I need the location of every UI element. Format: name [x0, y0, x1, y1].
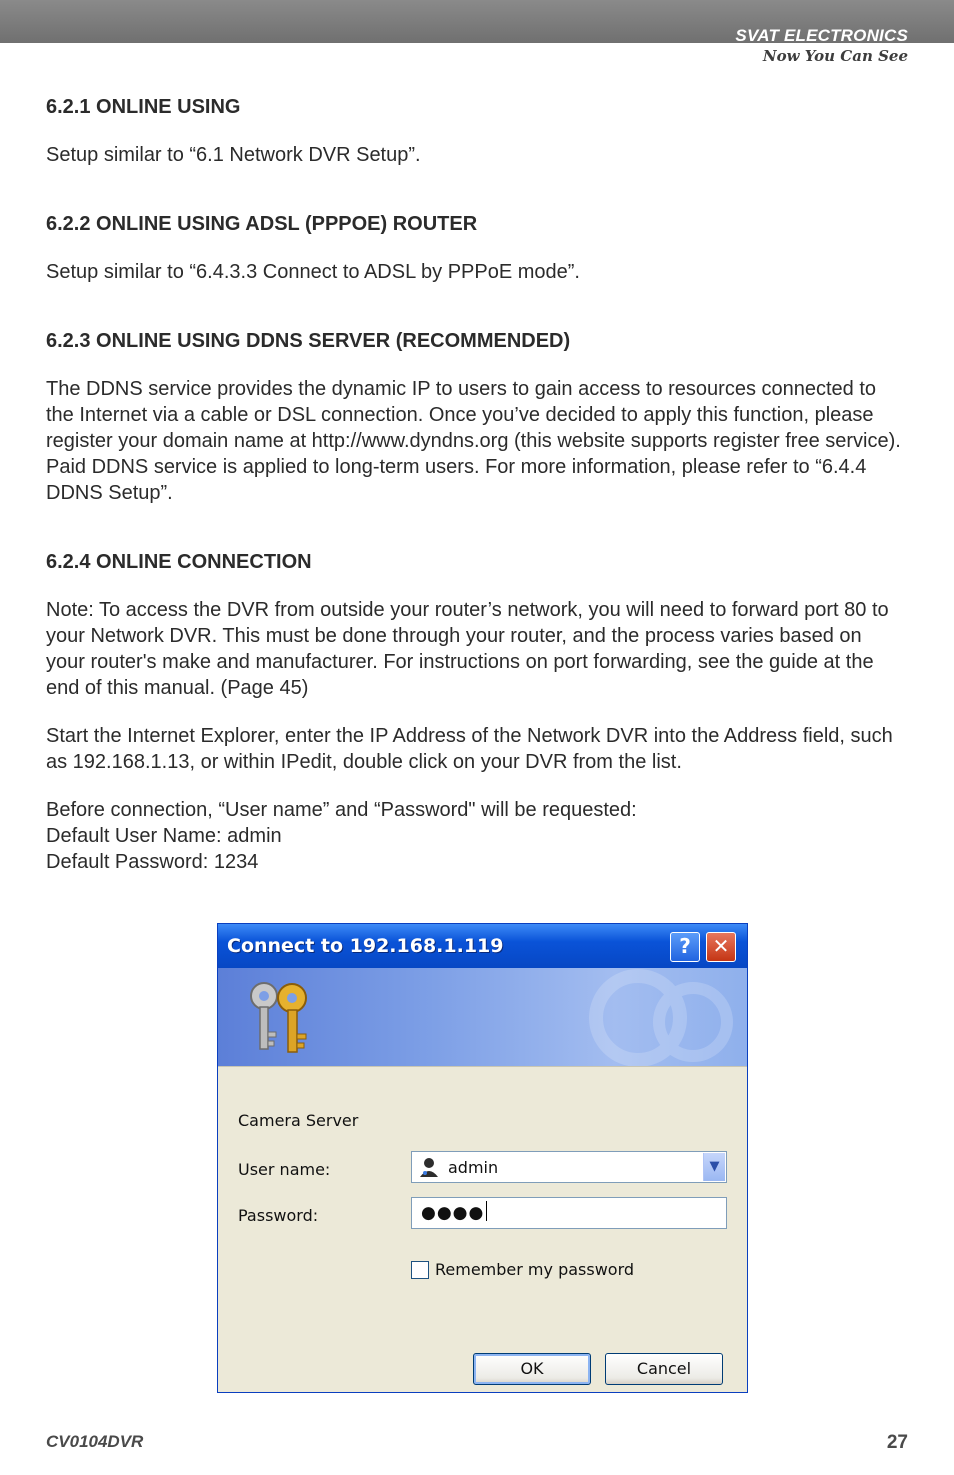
dialog-body — [218, 1066, 747, 1393]
banner-watermark-icon — [578, 958, 748, 1078]
section-paragraph: Start the Internet Explorer, enter the IP Address of the Network DVR into the Address field, such as 192.168.1.13, or within IPedit, double click on your DVR from the list. — [46, 725, 893, 773]
brand-name: SVAT ELECTRONICS — [735, 26, 908, 45]
section-paragraph: Setup similar to “6.4.3.3 Connect to ADSL by PPPoE mode”. — [46, 261, 580, 283]
dialog-title: Connect to 192.168.1.119 — [227, 935, 504, 957]
section-paragraph: Before connection, “User name” and “Password" will be requested: — [46, 799, 637, 821]
page-number: 27 — [886, 1432, 908, 1453]
section-paragraph: The DDNS service provides the dynamic IP to users to gain access to resources connected to the Internet via a cable or DSL connection. Once you’ve decided to apply this function, please register your domain name at http://www.dyndns.org (this website supports register free service). Paid DDNS service is applied to long-term users. For more information, please refer to “6.4.4 DDNS Setup”. — [46, 378, 901, 504]
section-heading: 6.2.2 ONLINE USING ADSL (PPPOE) ROUTER — [46, 213, 478, 235]
section-heading: 6.2.3 ONLINE USING DDNS SERVER (RECOMMENDED) — [46, 330, 571, 352]
section-heading: 6.2.1 ONLINE USING — [46, 96, 241, 118]
footer-model: CV0104DVR — [46, 1432, 144, 1451]
username-value: admin — [448, 1158, 499, 1177]
brand-tagline: Now You Can See — [762, 47, 908, 65]
section-6-2-1 — [46, 94, 906, 168]
default-password-line: Default Password: 1234 — [46, 851, 259, 873]
password-value: ●●●● — [421, 1201, 487, 1223]
section-6-2-2 — [46, 211, 906, 285]
remember-password-checkbox[interactable] — [411, 1261, 429, 1279]
help-button[interactable]: ? — [670, 932, 700, 962]
section-6-2-3 — [46, 328, 906, 506]
user-icon — [419, 1157, 439, 1177]
username-label: User name: — [238, 1160, 331, 1179]
cancel-button[interactable]: Cancel — [605, 1353, 723, 1385]
username-combobox[interactable] — [411, 1151, 727, 1183]
ok-button[interactable]: OK — [473, 1353, 591, 1385]
realm-label: Camera Server — [238, 1111, 359, 1130]
dialog-banner — [218, 968, 747, 1066]
keys-icon — [242, 976, 322, 1058]
password-field[interactable] — [411, 1197, 727, 1229]
section-heading: 6.2.4 ONLINE CONNECTION — [46, 551, 312, 573]
close-button[interactable]: ✕ — [706, 932, 736, 962]
remember-password-label[interactable]: Remember my password — [435, 1260, 635, 1279]
default-username-line: Default User Name: admin — [46, 825, 282, 847]
section-paragraph: Setup similar to “6.1 Network DVR Setup”. — [46, 144, 421, 166]
page-content — [46, 94, 906, 918]
section-6-2-4 — [46, 549, 906, 875]
password-label: Password: — [238, 1206, 319, 1225]
section-paragraph: Note: To access the DVR from outside your router’s network, you will need to forward port 80 to your Network DVR. This must be done through your router, and the process varies based on your router's make and manufacturer. For instructions on port forwarding, see the guide at the end of this manual. (Page 45) — [46, 599, 889, 699]
login-dialog — [217, 923, 748, 1393]
dropdown-arrow-icon[interactable]: ▼ — [703, 1153, 725, 1181]
